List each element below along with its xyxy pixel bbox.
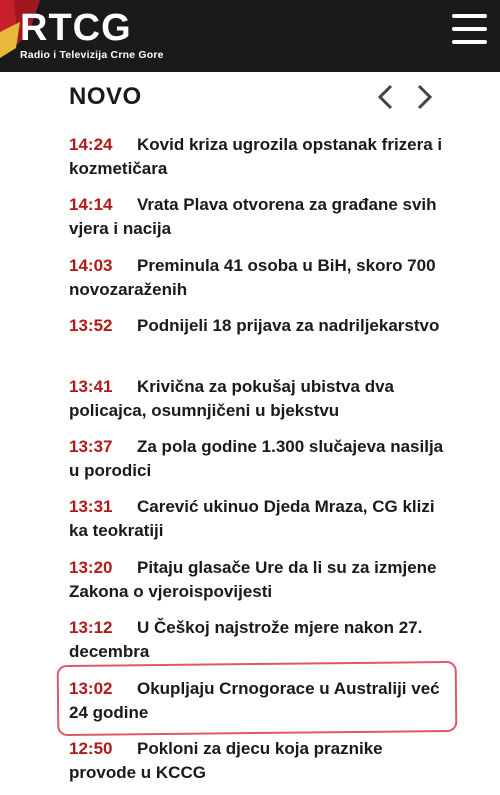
news-time: 13:41 <box>69 376 113 396</box>
news-title[interactable]: Okupljaju Crnogorace u Australiji već 24 godine <box>69 678 440 722</box>
news-title[interactable]: Krivična za pokušaj ubistva dva policajca, osumnjičeni u bjekstvu <box>69 376 394 420</box>
chevron-right-icon[interactable] <box>414 84 434 110</box>
news-time: 12:50 <box>69 738 113 758</box>
news-item[interactable] <box>69 191 449 251</box>
hamburger-menu-icon[interactable] <box>448 12 490 46</box>
logo-text[interactable]: RTCG <box>20 7 132 49</box>
news-title[interactable]: Vrata Plava otvorena za građane svih vjera i nacija <box>69 195 437 239</box>
news-item[interactable] <box>69 614 449 674</box>
top-bar <box>0 0 500 72</box>
news-item[interactable] <box>69 252 449 312</box>
news-title[interactable]: Pokloni za djecu koja praznike provode u KCCG <box>69 738 383 782</box>
logo-subtitle: Radio i Televizija Crne Gore <box>20 49 164 61</box>
news-item[interactable] <box>69 373 449 433</box>
news-title[interactable]: U Češkoj najstrože mjere nakon 27. decembra <box>69 618 423 662</box>
news-time: 14:03 <box>69 255 113 275</box>
news-title[interactable]: Pitaju glasače Ure da li su za izmjene Zakona o vjeroispovijesti <box>69 557 437 601</box>
news-item[interactable] <box>69 554 449 614</box>
news-time: 14:14 <box>69 195 113 215</box>
news-title[interactable]: Preminula 41 osoba u BiH, skoro 700 novozaraženih <box>69 255 436 299</box>
news-time: 13:20 <box>69 557 113 577</box>
news-item[interactable] <box>69 735 449 795</box>
news-title[interactable]: Carević ukinuo Djeda Mraza, CG klizi ka teokratiji <box>69 497 435 541</box>
news-title[interactable]: Podnijeli 18 prijava za nadriljekarstvo <box>137 316 440 336</box>
section-title: NOVO <box>69 83 142 110</box>
news-list <box>69 131 449 795</box>
news-item[interactable] <box>69 493 449 553</box>
news-time: 13:31 <box>69 497 113 517</box>
news-title[interactable]: Kovid kriza ugrozila opstanak frizera i kozmetičara <box>69 135 443 178</box>
news-item[interactable] <box>69 675 449 735</box>
news-item[interactable] <box>69 131 449 191</box>
chevron-left-icon[interactable] <box>376 84 396 110</box>
news-item[interactable] <box>69 433 449 493</box>
news-time: 13:12 <box>69 618 113 638</box>
news-time: 13:52 <box>69 316 113 336</box>
news-time: 13:37 <box>69 436 113 456</box>
news-time: 13:02 <box>69 678 113 698</box>
news-item[interactable] <box>69 312 449 372</box>
news-title[interactable]: Za pola godine 1.300 slučajeva nasilja u porodici <box>69 436 444 480</box>
news-time: 14:24 <box>69 135 113 154</box>
